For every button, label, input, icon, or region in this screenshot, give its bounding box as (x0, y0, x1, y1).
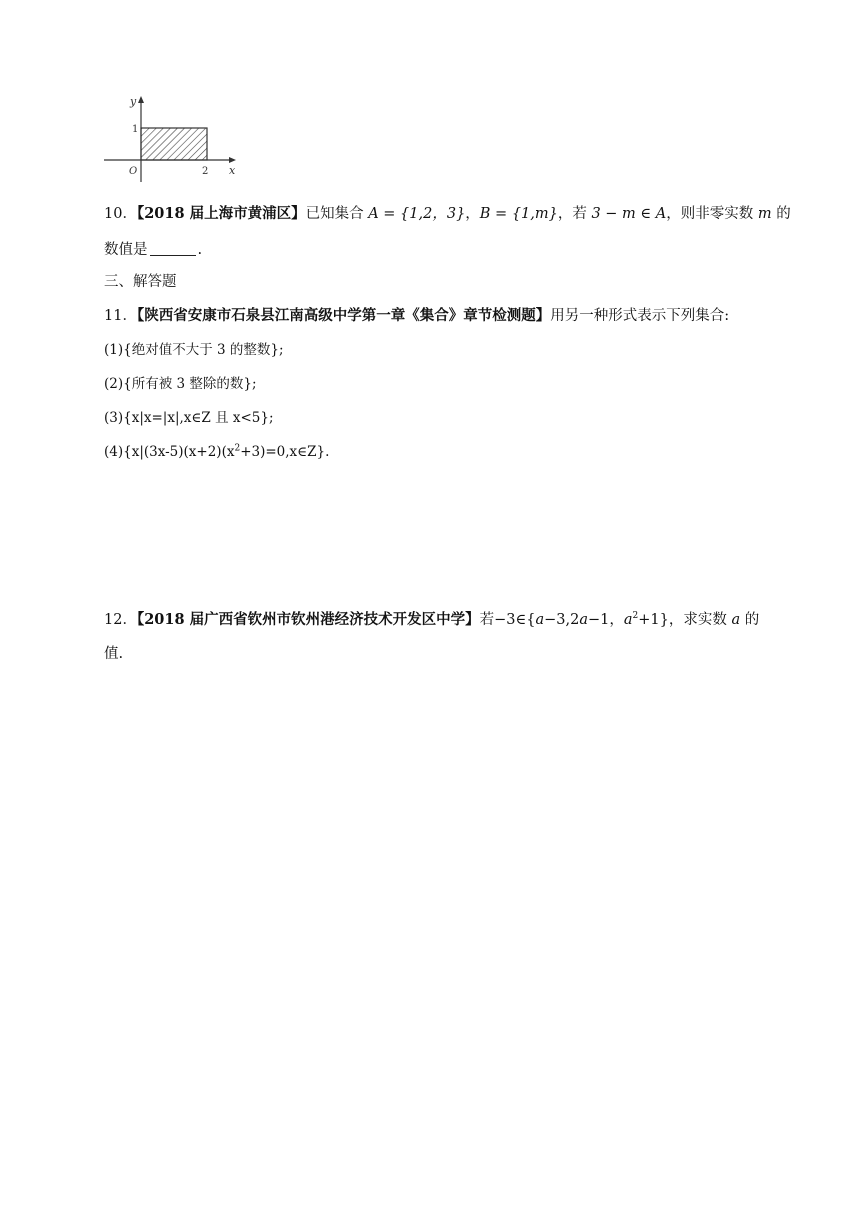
y-axis-arrow (138, 96, 144, 103)
answer-blank[interactable] (150, 241, 196, 256)
question-11-item-3: (3){x|x=|x|,x∈Z 且 x<5}; (104, 410, 274, 426)
y-axis-label: y (130, 95, 137, 108)
x-tick-label: 2 (202, 166, 209, 177)
question-10-source: 【2018 届上海市黄浦区】 (136, 205, 306, 222)
question-12-number: 12． (104, 612, 137, 628)
shaded-region (141, 128, 207, 160)
set-a: A = {1,2，3} (368, 206, 466, 222)
variable-m: m (757, 206, 772, 222)
exponent: 2 (632, 611, 639, 622)
item-4-exponent: 2 (234, 443, 241, 454)
question-12-text: +1}，求实数 (638, 612, 732, 628)
question-10-text: ，则非零实数 (666, 206, 758, 222)
item-4-text: (4){x|(3x-5)(x+2)(x (104, 444, 235, 460)
item-4-text: +3)=0,x∈Z}. (240, 444, 330, 460)
variable-a: a (731, 612, 741, 628)
question-10-number: 10． (104, 206, 137, 222)
question-12-text: −3,2 (544, 612, 580, 628)
set-b: B = {1,m} (479, 206, 558, 222)
x-axis-arrow (229, 157, 236, 163)
question-12-line1 (104, 610, 759, 630)
variable-a: a (623, 612, 633, 628)
question-12-text: 若−3∈{ (479, 612, 536, 628)
question-10-line1 (104, 204, 791, 224)
question-11-item-2: (2){所有被 3 整除的数}; (104, 376, 257, 392)
question-10-text: 已知集合 (305, 206, 369, 222)
question-10-text: 的 (771, 206, 791, 222)
question-11-line (104, 306, 729, 326)
variable-a: a (579, 612, 588, 628)
question-10-text: 数值是 (104, 242, 148, 258)
x-axis-label: x (229, 164, 236, 177)
question-11-source: 【陕西省安康市石泉县江南高级中学第一章《集合》章节检测题】 (136, 307, 551, 324)
question-11-item-1: (1){绝对值不大于 3 的整数}; (104, 342, 284, 358)
question-12-text: −1， (587, 612, 624, 628)
question-10-line2 (104, 240, 202, 260)
variable-a: a (535, 612, 545, 628)
condition-expression: 3 − m ∈ A (591, 206, 667, 222)
question-11-number: 11． (104, 308, 137, 324)
question-12-text: 的 (740, 612, 760, 628)
question-11-item-4 (104, 442, 329, 462)
section-heading: 三、解答题 (104, 274, 177, 290)
question-10-text: ，若 (557, 206, 592, 222)
question-12-source: 【2018 届广西省钦州市钦州港经济技术开发区中学】 (136, 611, 480, 628)
separator: ， (465, 206, 480, 222)
coordinate-figure (100, 92, 240, 182)
y-tick-label: 1 (132, 124, 139, 135)
question-11-text: 用另一种形式表示下列集合: (550, 308, 730, 324)
question-10-end: . (197, 242, 203, 258)
origin-label: O (129, 166, 138, 177)
question-12-line2: 值. (104, 646, 124, 662)
